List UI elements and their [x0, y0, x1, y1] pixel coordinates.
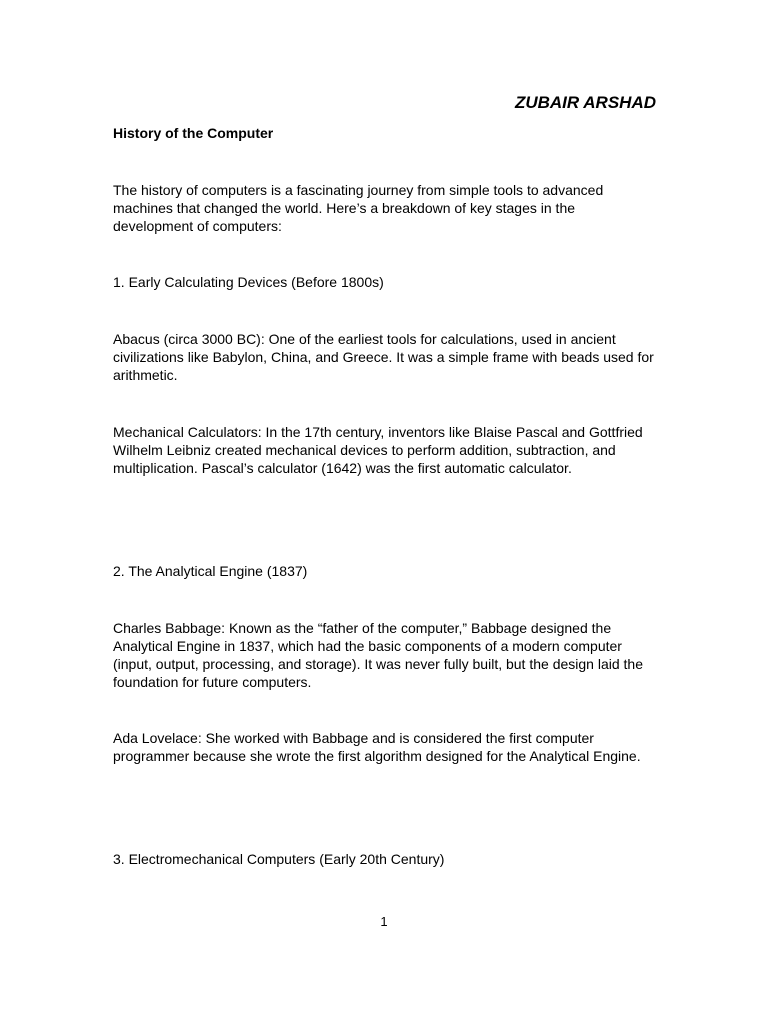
paragraph-ada-lovelace: Ada Lovelace: She worked with Babbage and is considered the first computer programmer because she wrote the first algorithm designed for the Analytical Engine. [113, 730, 641, 764]
intro-paragraph: The history of computers is a fascinating journey from simple tools to advanced machines that changed the world. Here’s a breakdown of key stages in the development of computers: [113, 182, 604, 234]
section-heading-electromechanical: 3. Electromechanical Computers (Early 20th Century) [113, 851, 445, 867]
section-heading-early-devices: 1. Early Calculating Devices (Before 1800s) [113, 274, 384, 290]
paragraph-charles-babbage: Charles Babbage: Known as the “father of the computer,” Babbage designed the Analytical Engine in 1837, which had the basic components of a modern computer (input, output, processing, and storage). It was never fully built, but the design laid the foundation for future computers. [113, 620, 643, 690]
author-name: ZUBAIR ARSHAD [514, 93, 656, 112]
page-number: 1 [380, 914, 388, 929]
section-heading-analytical-engine: 2. The Analytical Engine (1837) [113, 563, 308, 579]
paragraph-abacus: Abacus (circa 3000 BC): One of the earliest tools for calculations, used in ancient civilizations like Babylon, China, and Greece. It was a simple frame with beads used for arithmetic. [113, 331, 654, 383]
paragraph-mechanical-calculators: Mechanical Calculators: In the 17th century, inventors like Blaise Pascal and Gottfried Wilhelm Leibniz created mechanical devices to perform addition, subtraction, and multiplication. Pascal’s calculator (1642) was the first automatic calculator. [113, 424, 643, 476]
page-title: History of the Computer [113, 125, 274, 141]
